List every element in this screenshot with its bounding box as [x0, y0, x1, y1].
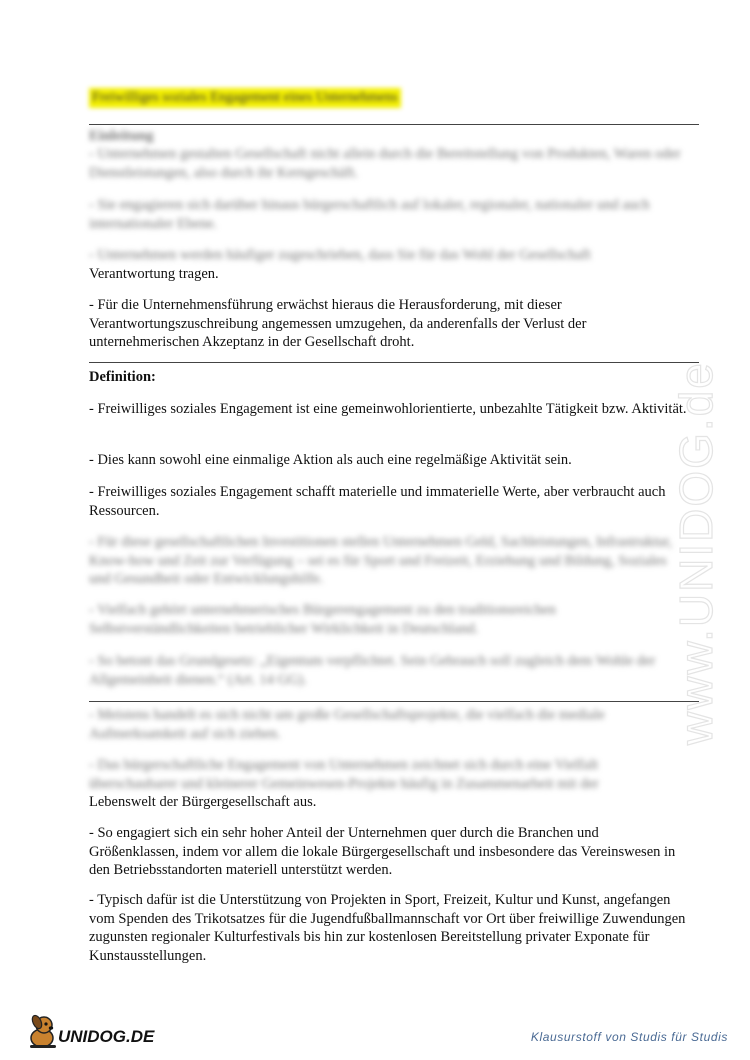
- definition-paragraph-5: - Vielfach gehört unternehmerisches Bürgerengagement zu den traditionsreichen Selbstverständlichkeiten betrieblicher Wirklichkeit in Deutschland.: [89, 602, 556, 637]
- section3-paragraph-4: - Typisch dafür ist die Unterstützung von Projekten in Sport, Freizeit, Kultur und Kunst, angefangen vom Spenden des Trikotsatzes für die Jugendfußballmannschaft vor Ort über freiwillige Zuwendungen zugunsten regionaler Kulturfestivals bis hin zur kostenlosen Bereitstellung privater Exponate für Kunstausstellungen.: [89, 892, 686, 964]
- intro-paragraph-1: - Unternehmen gestalten Gesellschaft nicht allein durch die Bereitstellung von Produkten, Waren oder Dienstleistungen, also durch ihr Kerngeschäft.: [89, 146, 681, 181]
- intro-paragraph-2: - Sie engagieren sich darüber hinaus bürgerschaftlich auf lokaler, regionaler, nationaler und auch internationaler Ebene.: [89, 197, 650, 232]
- definition-paragraph-4: - Für diese gesellschaftlichen Investitionen stellen Unternehmen Geld, Sachleistungen, Infrastruktur, Know-how und Zeit zur Verfügung – sei es für Sport und Freizeit, Erziehung und Bildung, Soziales und Gesundheit oder Entwicklungshilfe.: [89, 534, 673, 587]
- logo-text: UNIDOG.DE: [58, 1027, 155, 1046]
- intro-paragraph-3-end: Verantwortung tragen.: [89, 265, 219, 282]
- divider-top: [89, 124, 699, 125]
- definition-paragraph-1: - Freiwilliges soziales Engagement ist eine gemeinwohlorientierte, unbezahlte Tätigkeit bzw. Aktivität.: [89, 401, 687, 417]
- divider-definition: [89, 362, 699, 363]
- intro-paragraph-3-blurred: - Unternehmen werden häufiger zugeschrieben, dass Sie für das Wohl der Gesellschaft: [89, 247, 591, 263]
- divider-section-3: [89, 701, 699, 702]
- section3-paragraph-1: - Meistens handelt es sich nicht um große Gesellschaftsprojekte, die vielfach die mediale Aufmerksamkeit auf sich ziehen.: [89, 707, 605, 742]
- section3-paragraph-2-end: Lebenswelt der Bürgergesellschaft aus.: [89, 794, 317, 810]
- section3-paragraph-3: - So engagiert sich ein sehr hoher Anteil der Unternehmen quer durch die Branchen und Größenklassen, indem vor allem die lokale Bürgergesellschaft und insbesondere das Vereinswesen in den Betriebsstandorten materiell unterstützt werden.: [89, 825, 676, 878]
- unidog-logo: [22, 1010, 172, 1054]
- dog-icon: [30, 1014, 56, 1048]
- definition-paragraph-2: - Dies kann sowohl eine einmalige Aktion als auch eine regelmäßige Aktivität sein.: [89, 452, 572, 468]
- watermark: [650, 275, 740, 755]
- definition-paragraph-3: - Freiwilliges soziales Engagement schafft materielle und immaterielle Werte, aber verbraucht auch Ressourcen.: [89, 484, 666, 519]
- watermark-svg: [650, 275, 740, 755]
- document-title: Freiwilliges soziales Engagement eines Unternehmens: [89, 88, 401, 108]
- intro-paragraph-3: [89, 246, 689, 283]
- definition-heading: Definition:: [89, 369, 156, 385]
- intro-paragraph-4: - Für die Unternehmensführung erwächst hieraus die Herausforderung, mit dieser Verantwortungszuschreibung angemessen umzugehen, da anderenfalls der Verlust der unternehmerischen Akzeptanz in der Gesellschaft droht.: [89, 297, 587, 350]
- section3-paragraph-2-blurred: - Das bürgerschaftliche Engagement von Unternehmen zeichnet sich durch eine Vielfalt überschaubarer und kleinerer Gemeinwesen-Projekte häufig in Zusammenarbeit mit der: [89, 757, 599, 792]
- watermark-text: www.UNIDOG.de: [670, 361, 722, 745]
- definition-paragraph-6: - So betont das Grundgesetz: „Eigentum verpflichtet. Sein Gebrauch soll zugleich dem Wohle der Allgemeinheit dienen.“ (Art. 14 GG).: [89, 653, 656, 688]
- intro-heading: Einleitung: [89, 128, 154, 144]
- section3-paragraph-2: [89, 756, 689, 812]
- unidog-logo-svg: [22, 1010, 172, 1054]
- footer-slogan: Klausurstoff von Studis für Studis: [530, 1030, 728, 1044]
